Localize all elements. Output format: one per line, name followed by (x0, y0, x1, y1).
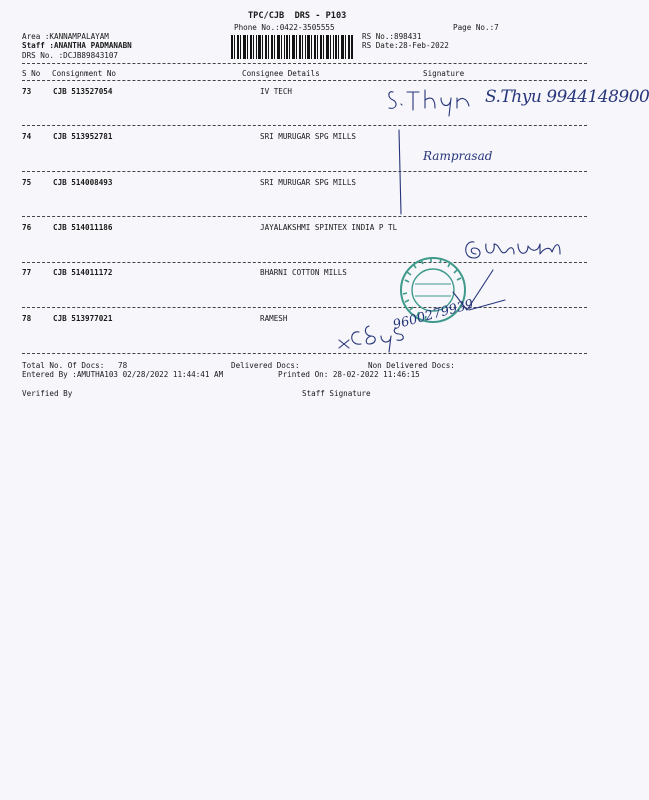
row-consignee: IV TECH (260, 87, 293, 96)
row-sno: 78 (22, 314, 32, 323)
staff-field: Staff :ANANTHA PADMANABN (22, 41, 132, 50)
signature-stroke (395, 128, 407, 218)
row-consignment: CJB 513977021 (53, 314, 113, 323)
row-consignee: BHARNI COTTON MILLS (260, 268, 347, 277)
drs-number: DRS No. :DCJB89843107 (22, 51, 119, 60)
row-consignee: JAYALAKSHMI SPINTEX INDIA P TL (260, 223, 398, 232)
barcode (231, 35, 353, 59)
divider (22, 80, 587, 81)
area-field: Area :KANNAMPALAYAM (22, 32, 109, 41)
row-consignee: RAMESH (260, 314, 288, 323)
total-docs: Total No. Of Docs: 78 (22, 361, 128, 370)
document-title: TPC/CJB DRS - P103 (248, 11, 347, 21)
handwritten-signature-row-74: Ramprasad (423, 149, 493, 163)
phone-number: Phone No.:0422-3505555 (234, 23, 335, 32)
column-header-sno: S No (22, 69, 41, 78)
row-consignment: CJB 513952781 (53, 132, 113, 141)
row-sno: 75 (22, 178, 32, 187)
handwritten-phone-row-78: 9600279939 (391, 297, 476, 333)
divider (22, 125, 587, 126)
staff-signature: Staff Signature (302, 389, 371, 398)
row-consignment: CJB 513527054 (53, 87, 113, 96)
row-sno: 76 (22, 223, 32, 232)
printed-on: Printed On: 28-02-2022 11:46:15 (278, 370, 420, 379)
divider (22, 216, 587, 217)
rs-date: RS Date:28-Feb-2022 (362, 41, 449, 50)
entered-by: Entered By :AMUTHA103 02/28/2022 11:44:41 AM (22, 370, 224, 379)
row-sno: 73 (22, 87, 32, 96)
row-consignment: CJB 514011186 (53, 223, 113, 232)
row-consignment: CJB 514011172 (53, 268, 113, 277)
rs-number: RS No.:898431 (362, 32, 422, 41)
delivered-docs: Delivered Docs: (231, 361, 300, 370)
divider (22, 63, 587, 64)
row-sno: 77 (22, 268, 32, 277)
row-consignee: SRI MURUGAR SPG MILLS (260, 132, 357, 141)
verified-by: Verified By (22, 389, 73, 398)
non-delivered-docs: Non Delivered Docs: (368, 361, 455, 370)
row-consignment: CJB 514008493 (53, 178, 113, 187)
column-header-consignee: Consignee Details (242, 69, 320, 78)
row-consignee: SRI MURUGAR SPG MILLS (260, 178, 357, 187)
handwritten-phone-row-73: S.Thyu 9944148900 (485, 87, 649, 107)
row-sno: 74 (22, 132, 32, 141)
divider (22, 171, 587, 172)
column-header-consignment: Consignment No (52, 69, 117, 78)
divider (22, 353, 587, 354)
column-header-signature: Signature (423, 69, 465, 78)
page-number: Page No.:7 (453, 23, 499, 32)
